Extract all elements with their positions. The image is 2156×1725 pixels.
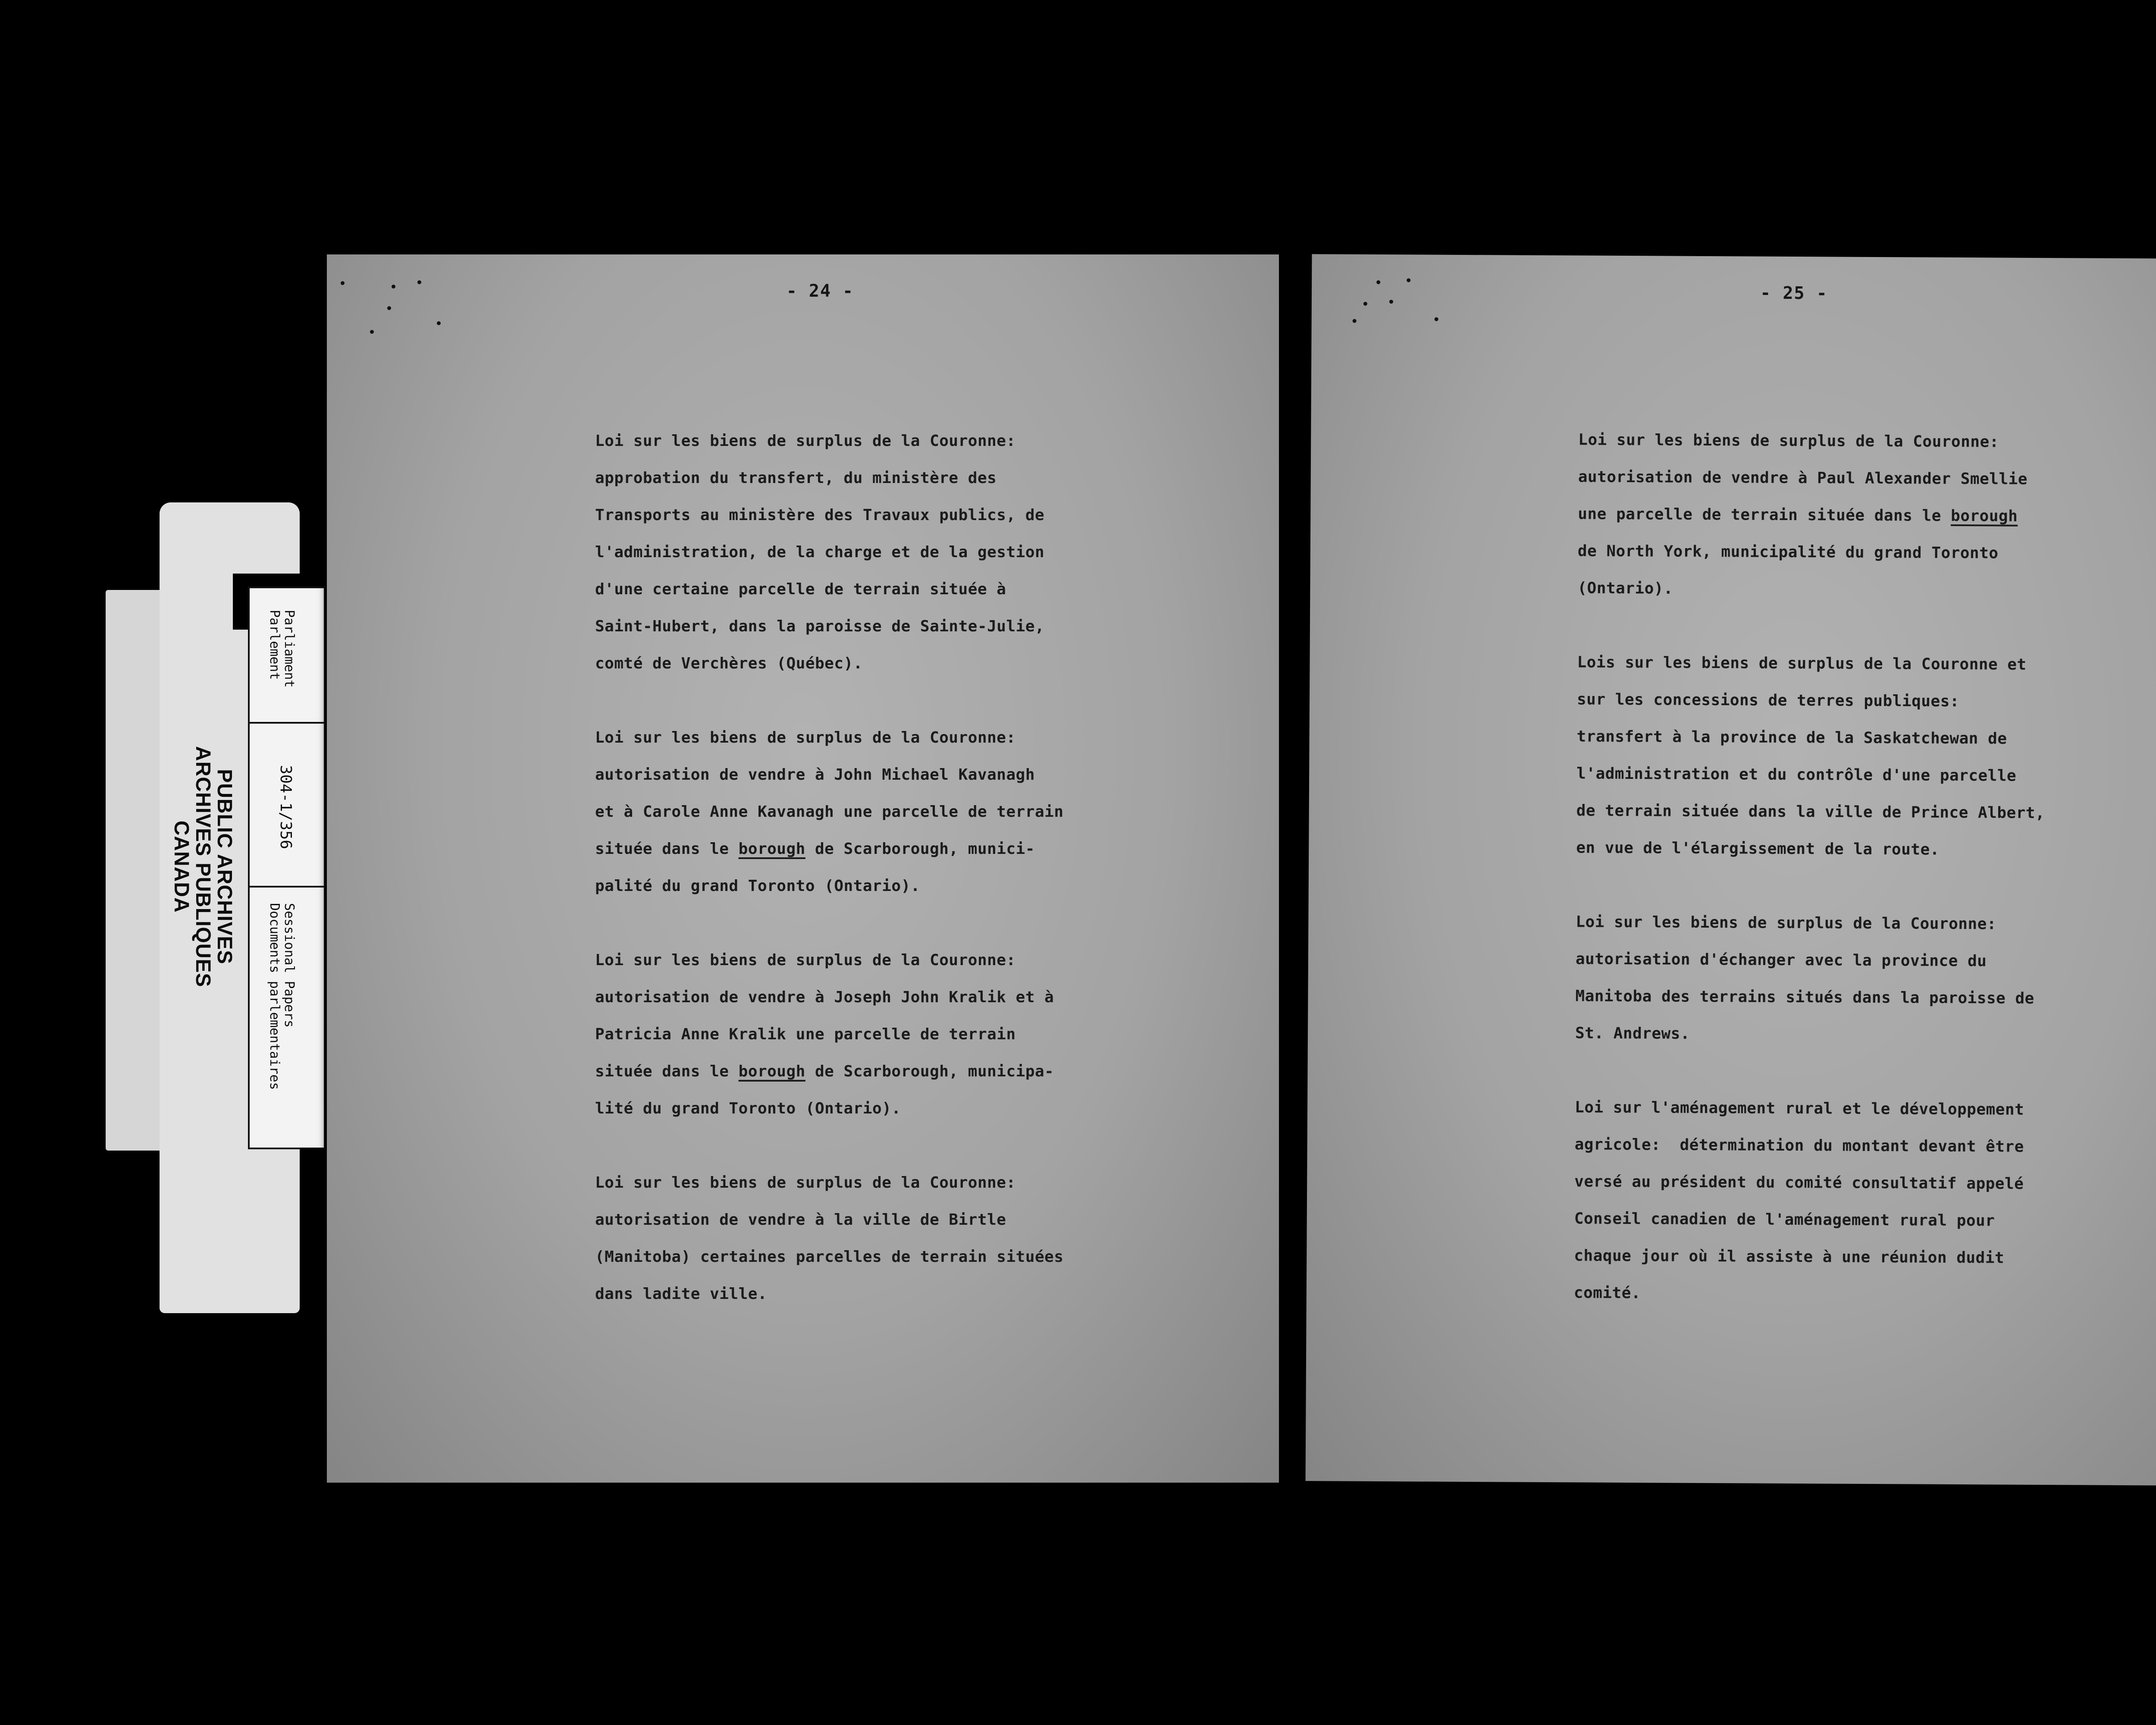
text-line: et à Carole Anne Kavanagh une parcelle de terrain bbox=[595, 803, 1064, 821]
text-line: sur les concessions de terres publiques: bbox=[1576, 690, 1960, 711]
paragraph bbox=[595, 1164, 1216, 1313]
film-speck bbox=[437, 321, 441, 325]
underlined-word: borough bbox=[738, 1063, 805, 1080]
text-line: Lois sur les biens de surplus de la Couronne et bbox=[1577, 653, 2027, 674]
underlined-word: borough bbox=[738, 840, 805, 858]
text-line: (Ontario). bbox=[1577, 579, 1673, 598]
paragraph bbox=[1574, 1089, 2156, 1314]
text-line: Loi sur les biens de surplus de la Couronne: bbox=[595, 432, 1016, 450]
text-line: une parcelle de terrain située dans le borough bbox=[1578, 505, 2018, 525]
text-line: Loi sur les biens de surplus de la Couronne: bbox=[595, 1174, 1016, 1192]
page-body bbox=[595, 423, 1216, 1350]
paragraph bbox=[1575, 903, 2156, 1055]
text-line: Loi sur les biens de surplus de la Couronne: bbox=[595, 729, 1016, 746]
text-line: versé au président du comité consultatif appelé bbox=[1574, 1173, 2024, 1193]
text-line: approbation du transfert, du ministère des bbox=[595, 469, 997, 487]
text-line: l'administration, de la charge et de la gestion bbox=[595, 543, 1045, 561]
text-line: l'administration et du contrôle d'une parcelle bbox=[1576, 765, 2017, 785]
parliament-fr-label: Parlement bbox=[267, 610, 282, 680]
film-speck bbox=[1435, 317, 1438, 321]
film-speck bbox=[387, 306, 391, 310]
paragraph bbox=[595, 942, 1216, 1127]
reference-number: 304-1/356 bbox=[277, 765, 295, 850]
text-line: Loi sur les biens de surplus de la Couronne: bbox=[1578, 431, 1999, 451]
page-25 bbox=[1306, 254, 2156, 1486]
parliament-en-label: Parliament bbox=[282, 610, 297, 688]
text-line: transfert à la province de la Saskatchewan de bbox=[1576, 728, 2007, 748]
archives-stamp bbox=[170, 746, 235, 987]
text-line: d'une certaine parcelle de terrain située à bbox=[595, 580, 1006, 598]
text-line: comté de Verchères (Québec). bbox=[595, 655, 863, 672]
text-line: autorisation de vendre à John Michael Kavanagh bbox=[595, 766, 1035, 784]
label-divider bbox=[250, 722, 324, 724]
paragraph bbox=[1576, 644, 2156, 869]
text-line: autorisation d'échanger avec la province du bbox=[1575, 950, 1987, 970]
text-line: Loi sur les biens de surplus de la Couronne: bbox=[1576, 913, 1997, 933]
archives-line-country: CANADA bbox=[170, 820, 193, 913]
text-line: chaque jour où il assiste à une réunion dudit bbox=[1574, 1247, 2005, 1267]
film-speck bbox=[1353, 319, 1357, 323]
text-line: Saint-Hubert, dans la paroisse de Sainte-Julie, bbox=[595, 618, 1045, 635]
text-line: (Manitoba) certaines parcelles de terrain situées bbox=[595, 1248, 1064, 1266]
text-line: autorisation de vendre à la ville de Birtle bbox=[595, 1211, 1006, 1229]
text-line: Manitoba des terrains situés dans la paroisse de bbox=[1575, 987, 2034, 1007]
text-line: autorisation de vendre à Paul Alexander Smellie bbox=[1578, 468, 2028, 488]
underlined-word: borough bbox=[1950, 507, 2018, 525]
text-line: de North York, municipalité du grand Toronto bbox=[1577, 542, 1999, 562]
text-line: St. Andrews. bbox=[1575, 1024, 1690, 1043]
text-line: Loi sur l'aménagement rural et le développement bbox=[1575, 1098, 2024, 1119]
text-line: de terrain située dans la ville de Prince Albert, bbox=[1576, 802, 2045, 822]
text-line: palité du grand Toronto (Ontario). bbox=[595, 877, 920, 895]
label-divider bbox=[250, 886, 324, 888]
film-speck bbox=[370, 330, 374, 334]
text-line: comité. bbox=[1573, 1284, 1641, 1302]
archive-label bbox=[248, 586, 326, 1149]
text-line: située dans le borough de Scarborough, municipa- bbox=[595, 1063, 1054, 1080]
text-line: Transports au ministère des Travaux publics, de bbox=[595, 506, 1045, 524]
page-number: - 25 - bbox=[1760, 283, 1828, 304]
text-line: Patricia Anne Kralik une parcelle de terrain bbox=[595, 1026, 1016, 1043]
text-line: Conseil canadien de l'aménagement rural pour bbox=[1574, 1210, 1995, 1230]
page-number: - 24 - bbox=[786, 281, 854, 301]
archives-line-en: PUBLIC ARCHIVES bbox=[213, 769, 236, 965]
text-line: autorisation de vendre à Joseph John Kralik et à bbox=[595, 988, 1054, 1006]
paragraph bbox=[595, 423, 1216, 682]
page-24 bbox=[327, 254, 1279, 1483]
paragraph bbox=[1577, 421, 2156, 610]
paragraph bbox=[595, 719, 1216, 905]
text-line: Loi sur les biens de surplus de la Couronne: bbox=[595, 951, 1016, 969]
film-speck bbox=[1363, 302, 1367, 306]
text-line: en vue de l'élargissement de la route. bbox=[1576, 839, 1940, 859]
text-line: située dans le borough de Scarborough, munici- bbox=[595, 840, 1035, 858]
page-body bbox=[1573, 421, 2156, 1352]
text-line: agricole: détermination du montant devant être bbox=[1574, 1135, 2024, 1156]
text-line: dans ladite ville. bbox=[595, 1285, 768, 1303]
sessional-papers-en-label: Sessional Papers bbox=[282, 903, 297, 1028]
sessional-papers-fr-label: Documents parlementaires bbox=[267, 903, 282, 1090]
text-line: lité du grand Toronto (Ontario). bbox=[595, 1100, 901, 1117]
archives-line-fr: ARCHIVES PUBLIQUES bbox=[191, 746, 214, 988]
